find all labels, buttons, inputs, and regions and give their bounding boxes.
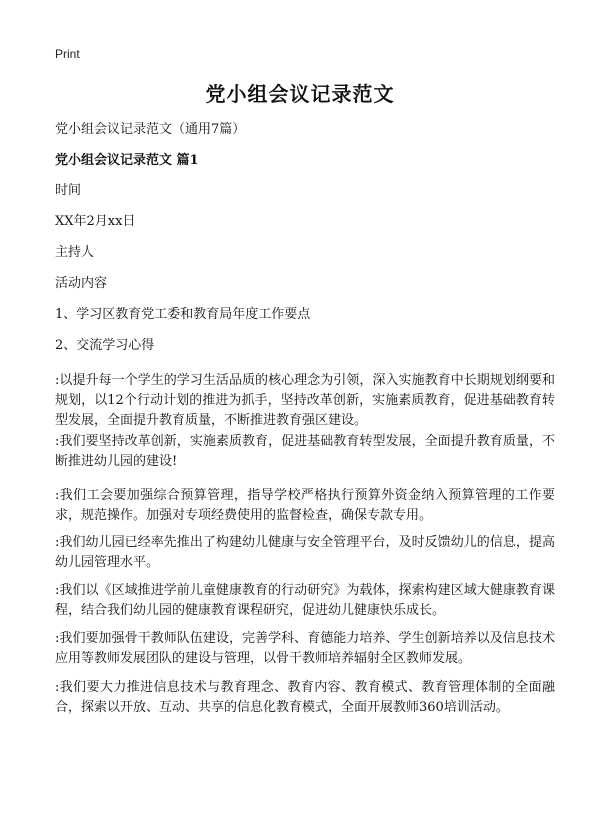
section-heading: 党小组会议记录范文 篇1 xyxy=(55,153,199,168)
paragraph: :我们要加强骨干教师队伍建设，完善学科、育德能力培养、学生创新培养以及信息技术应用等教师发展团队的建设与管理，以骨干教师培养辐射全区教师发展。 xyxy=(55,631,555,666)
paragraph: :我们要大力推进信息技术与教育理念、教育内容、教育模式、教育管理体制的全面融合，探索以开放、互动、共享的信息化教育模式，全面开展教师360培训活动。 xyxy=(55,680,555,715)
paragraph: :我们工会要加强综合预算管理，指导学校严格执行预算外资金纳入预算管理的工作要求，规范操作。加强对专项经费使用的监督检查，确保专款专用。 xyxy=(55,488,555,523)
paragraph: :我们以《区域推进学前儿童健康教育的行动研究》为载体，探索构建区域大健康教育课程，结合我们幼儿园的健康教育课程研究，促进幼儿健康快乐成长。 xyxy=(55,583,555,618)
paragraph: :我们幼儿园已经率先推出了构建幼儿健康与安全管理平台，及时反馈幼儿的信息，提高幼儿园管理水平。 xyxy=(55,535,555,570)
paragraph: :以提升每一个学生的学习生活品质的核心理念为引领，深入实施教育中长期规划纲要和规划，以12个行动计划的推进为抓手，坚持改革创新，实施素质教育，促进基础教育转型发展，全面提升教育质量，不断推进教育强区建设。 xyxy=(55,373,555,428)
paragraph: :我们要坚持改革创新，实施素质教育，促进基础教育转型发展，全面提升教育质量，不断推进幼儿园的建设! xyxy=(55,434,555,469)
field-label-host: 主持人 xyxy=(55,245,95,260)
document-title: 党小组会议记录范文 xyxy=(205,82,395,106)
print-link[interactable]: Print xyxy=(55,47,80,61)
document-subtitle: 党小组会议记录范文（通用7篇） xyxy=(55,122,246,137)
activity-item-2: 2、交流学习心得 xyxy=(55,338,155,353)
field-label-time: 时间 xyxy=(55,183,82,198)
activity-item-1: 1、学习区教育党工委和教育局年度工作要点 xyxy=(55,307,311,322)
field-value-date: XX年2月xx日 xyxy=(55,214,136,229)
field-label-activity: 活动内容 xyxy=(55,276,108,291)
